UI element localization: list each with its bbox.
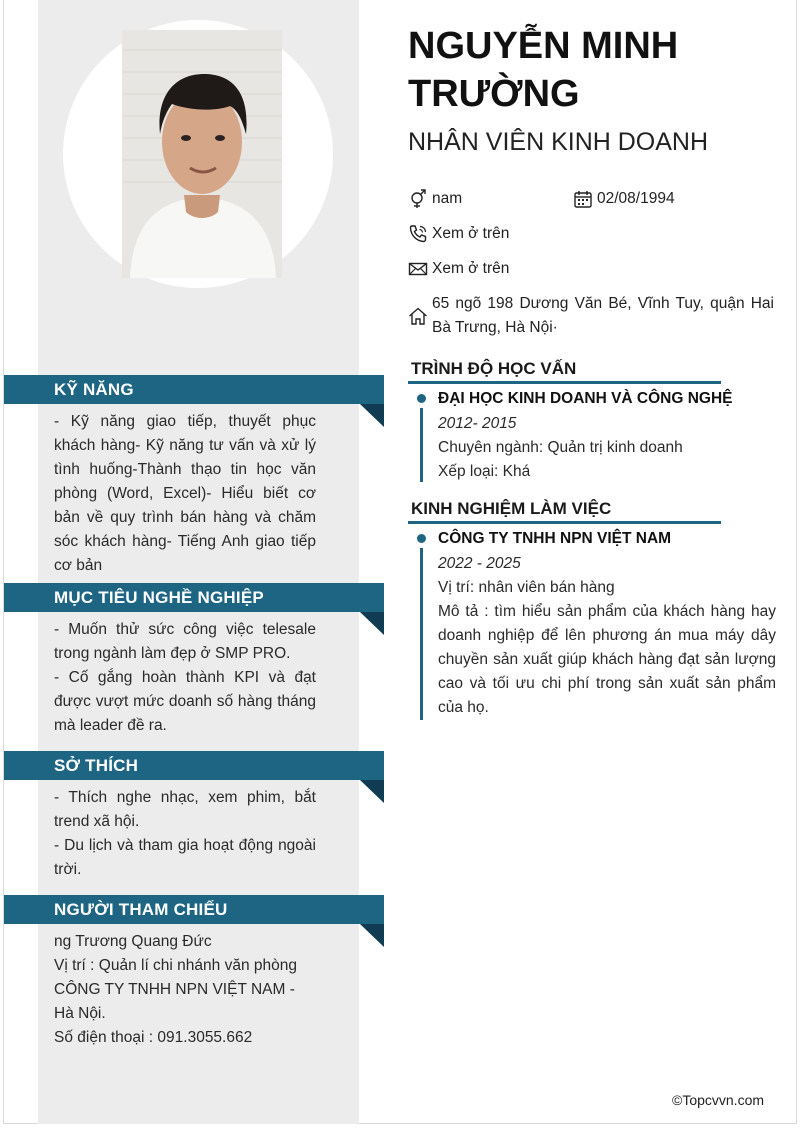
gender-value: nam xyxy=(432,190,463,207)
experience-period: 2022 - 2025 xyxy=(438,555,521,572)
reference-text xyxy=(54,930,316,1050)
education-grade: Xếp loại: Khá xyxy=(438,463,531,480)
skills-ribbon xyxy=(4,375,384,404)
address-value: 65 ngõ 198 Dương Văn Bé, Vĩnh Tuy, quận Hai Bà Trưng, Hà Nội· xyxy=(432,295,774,336)
experience-title: KINH NGHIỆM LÀM VIỆC xyxy=(411,499,612,518)
reference-ribbon-fold xyxy=(360,924,384,947)
reference-ribbon xyxy=(4,895,384,924)
home-icon xyxy=(408,306,428,326)
education-bullet xyxy=(417,394,426,403)
email-value: Xem ở trên xyxy=(432,260,510,277)
phone-value: Xem ở trên xyxy=(432,225,510,242)
phone-row xyxy=(408,222,608,246)
experience-details xyxy=(438,552,776,720)
experience-underline xyxy=(408,521,721,524)
gender-row xyxy=(408,187,558,211)
experience-timeline xyxy=(420,548,423,720)
email-row xyxy=(408,257,608,281)
education-underline xyxy=(408,381,721,384)
skills-text: - Kỹ năng giao tiếp, thuyết phục khách hàng- Kỹ năng tư vấn và xử lý tình huống-Thành thạo tin học văn phòng (Word, Excel)- Hiểu biết cơ bản về quy trình bán hàng và chăm sóc khách hàng- Tiếng Anh giao tiếp cơ bản xyxy=(54,413,316,574)
hobby-line: - Du lịch và tham gia hoạt động ngoài trời. xyxy=(54,837,316,878)
reference-line: ng Trương Quang Đức xyxy=(54,933,212,950)
hobbies-text xyxy=(54,786,316,882)
objective-text xyxy=(54,618,316,738)
reference-line: Số điện thoại : 091.3055.662 xyxy=(54,1029,253,1046)
skills-title: KỸ NĂNG xyxy=(54,380,134,399)
reference-line: Vị trí : Quản lí chi nhánh văn phòng CÔNG TY TNHH NPN VIỆT NAM - Hà Nội. xyxy=(54,957,297,1022)
objective-ribbon xyxy=(4,583,384,612)
objective-line: - Muốn thử sức công việc telesale trong ngành làm đẹp ở SMP PRO. xyxy=(54,621,316,662)
objective-line: - Cố gắng hoàn thành KPI và đạt được vượt mức doanh số hàng tháng mà leader đề ra. xyxy=(54,669,316,734)
skills-ribbon-fold xyxy=(360,404,384,427)
education-school: ĐẠI HỌC KINH DOANH VÀ CÔNG NGHỆ xyxy=(438,390,733,407)
gender-icon xyxy=(408,189,428,209)
experience-company: CÔNG TY TNHH NPN VIỆT NAM xyxy=(438,530,672,547)
birthdate-value: 02/08/1994 xyxy=(597,190,675,207)
hobbies-ribbon-fold xyxy=(360,780,384,803)
objective-title: MỤC TIÊU NGHỀ NGHIỆP xyxy=(54,588,264,607)
education-title: TRÌNH ĐỘ HỌC VẤN xyxy=(411,359,577,378)
birthdate-row xyxy=(573,187,743,211)
education-major: Chuyên ngành: Quản trị kinh doanh xyxy=(438,439,683,456)
person-name: NGUYỄN MINH TRƯỜNG xyxy=(408,25,679,115)
experience-position: Vị trí: nhân viên bán hàng xyxy=(438,579,615,596)
objective-ribbon-fold xyxy=(360,612,384,635)
education-details xyxy=(438,412,776,484)
education-period: 2012- 2015 xyxy=(438,415,517,432)
hobbies-ribbon xyxy=(4,751,384,780)
education-timeline xyxy=(420,408,423,482)
avatar xyxy=(122,30,282,278)
mail-icon xyxy=(408,259,428,279)
hobbies-title: SỞ THÍCH xyxy=(54,756,139,775)
address-row xyxy=(408,292,774,340)
hobby-line: - Thích nghe nhạc, xem phim, bắt trend xã hội. xyxy=(54,789,316,830)
experience-bullet xyxy=(417,534,426,543)
reference-title: NGƯỜI THAM CHIẾU xyxy=(54,900,228,919)
experience-description: Mô tả : tìm hiểu sản phẩm của khách hàng hay doanh nghiệp để lên phương án mua máy dây chuyền sản xuất giúp khách hàng đạt sản lượng cao và tối ưu chi phí trong sản xuất sản phẩm của họ. xyxy=(438,603,776,716)
job-title: NHÂN VIÊN KINH DOANH xyxy=(408,128,709,156)
calendar-icon xyxy=(573,189,593,209)
phone-icon xyxy=(408,224,428,244)
footer-credit[interactable]: ©Topcvvn.com xyxy=(672,1092,765,1108)
